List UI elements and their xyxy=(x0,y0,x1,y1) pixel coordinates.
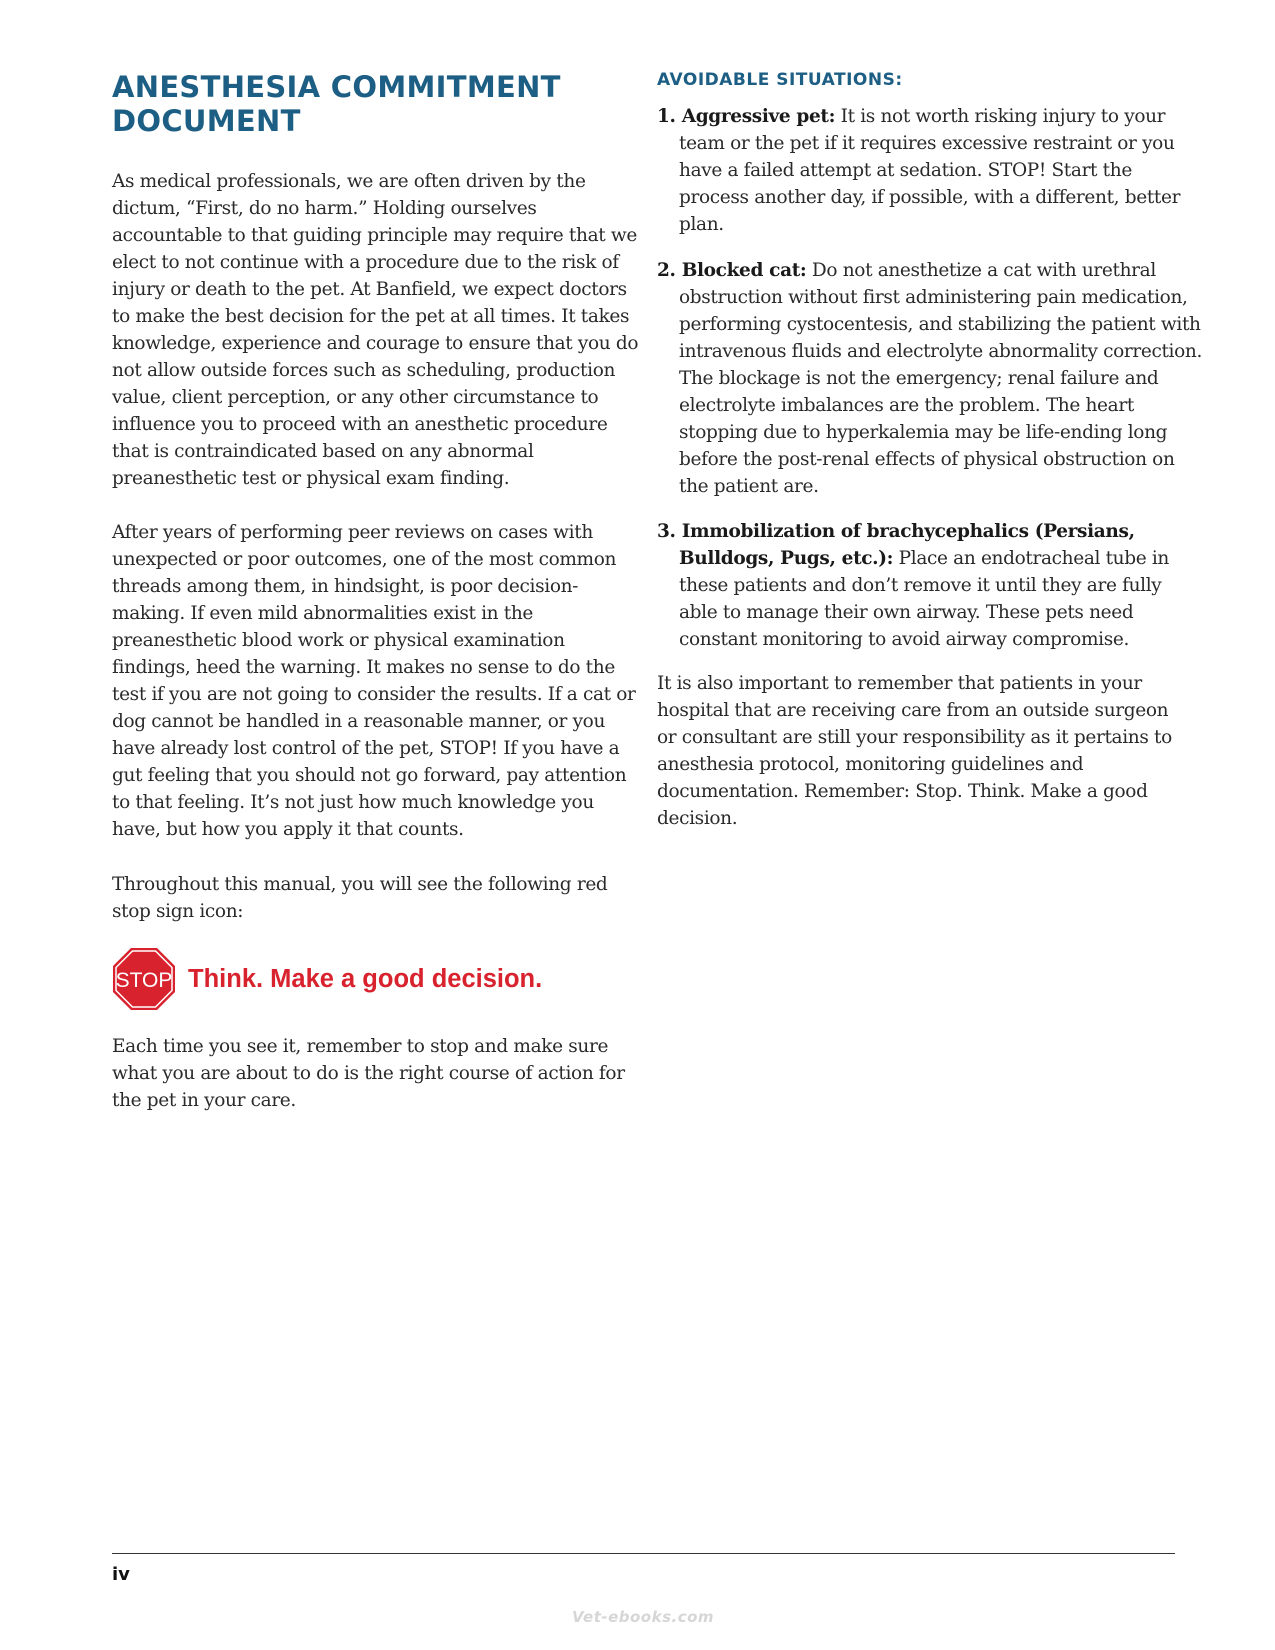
stop-callout-text: Think. Make a good decision. xyxy=(188,964,543,993)
closing-left-paragraph: Each time you see it, remember to stop and make sure what you are about to do is the right course of action for the pet in your care. xyxy=(112,1036,625,1111)
stop-sign-icon xyxy=(112,947,176,1011)
list-item-text: Do not anesthetize a cat with urethral obstruction without first administering pain medication, performing cystocentesis, and stabilizing the patient with intravenous fluids and electrolyte abnormality correction. The blockage is not the emergency; renal failure and electrolyte imbalances are the problem. The heart stopping due to hyperkalemia may be life-ending long before the post-renal effects of physical obstruction on the patient are. xyxy=(679,260,1203,497)
responsibility-paragraph: It is also important to remember that patients in your hospital that are receiving care from an outside surgeon or consultant are still your responsibility as it pertains to anesthesia protocol, monitoring guidelines and documentation. Remember: Stop. Think. Make a good decision. xyxy=(657,673,1172,829)
list-item-text: Place an endotracheal tube in these patients and don’t remove it until they are fully able to manage their own airway. These pets need constant monitoring to avoid airway compromise. xyxy=(679,548,1170,650)
list-item-number: 2. xyxy=(657,260,676,281)
footer-divider xyxy=(112,1553,1175,1554)
list-item xyxy=(657,103,1204,238)
watermark: Vet-ebooks.com xyxy=(572,1608,715,1626)
stop-sign-label: STOP xyxy=(115,969,173,992)
list-item-title: Immobilization of brachycephalics (Persians, Bulldogs, Pugs, etc.): xyxy=(679,521,1135,569)
peer-review-paragraph: After years of performing peer reviews on cases with unexpected or poor outcomes, one of the most common threads among them, in hindsight, is poor decision-making. If even mild abnormalities exist in the preanesthetic blood work or physical examination findings, heed the warning. It makes no sense to do the test if you are not going to consider the results. If a cat or dog cannot be handled in a reasonable manner, or you have already lost control of the pet, STOP! If you have a gut feeling that you should not go forward, pay attention to that feeling. It’s not just how much knowledge you have, but how you apply it that counts. xyxy=(112,522,636,840)
list-item-text: It is not worth risking injury to your team or the pet if it requires excessive restraint or you have a failed attempt at sedation. STOP! Start the process another day, if possible, with a different, better plan. xyxy=(679,106,1181,235)
list-item-number: 1. xyxy=(657,106,676,127)
list-item-title: Aggressive pet: xyxy=(681,106,836,127)
page-number: iv xyxy=(112,1564,130,1585)
page-title: ANESTHESIA COMMITMENT DOCUMENT xyxy=(112,70,561,138)
avoidable-situations-heading: AVOIDABLE SITUATIONS: xyxy=(657,70,903,90)
intro-paragraph: As medical professionals, we are often driven by the dictum, “First, do no harm.” Holding ourselves accountable to that guiding principle may require that we elect to not continue with a procedure due to the risk of injury or death to the pet. At Banfield, we expect doctors to make the best decision for the pet at all times. It takes knowledge, experience and courage to ensure that you do not allow outside forces such as scheduling, production value, client perception, or any other circumstance to influence you to proceed with an anesthetic procedure that is contraindicated based on any abnormal preanesthetic test or physical exam finding. xyxy=(112,171,639,489)
list-item-number: 3. xyxy=(657,521,676,542)
stop-icon-intro-paragraph: Throughout this manual, you will see the following red stop sign icon: xyxy=(112,874,608,922)
list-item xyxy=(657,518,1204,653)
list-item xyxy=(657,257,1204,500)
stop-callout xyxy=(112,947,542,1011)
list-item-title: Blocked cat: xyxy=(681,260,807,281)
